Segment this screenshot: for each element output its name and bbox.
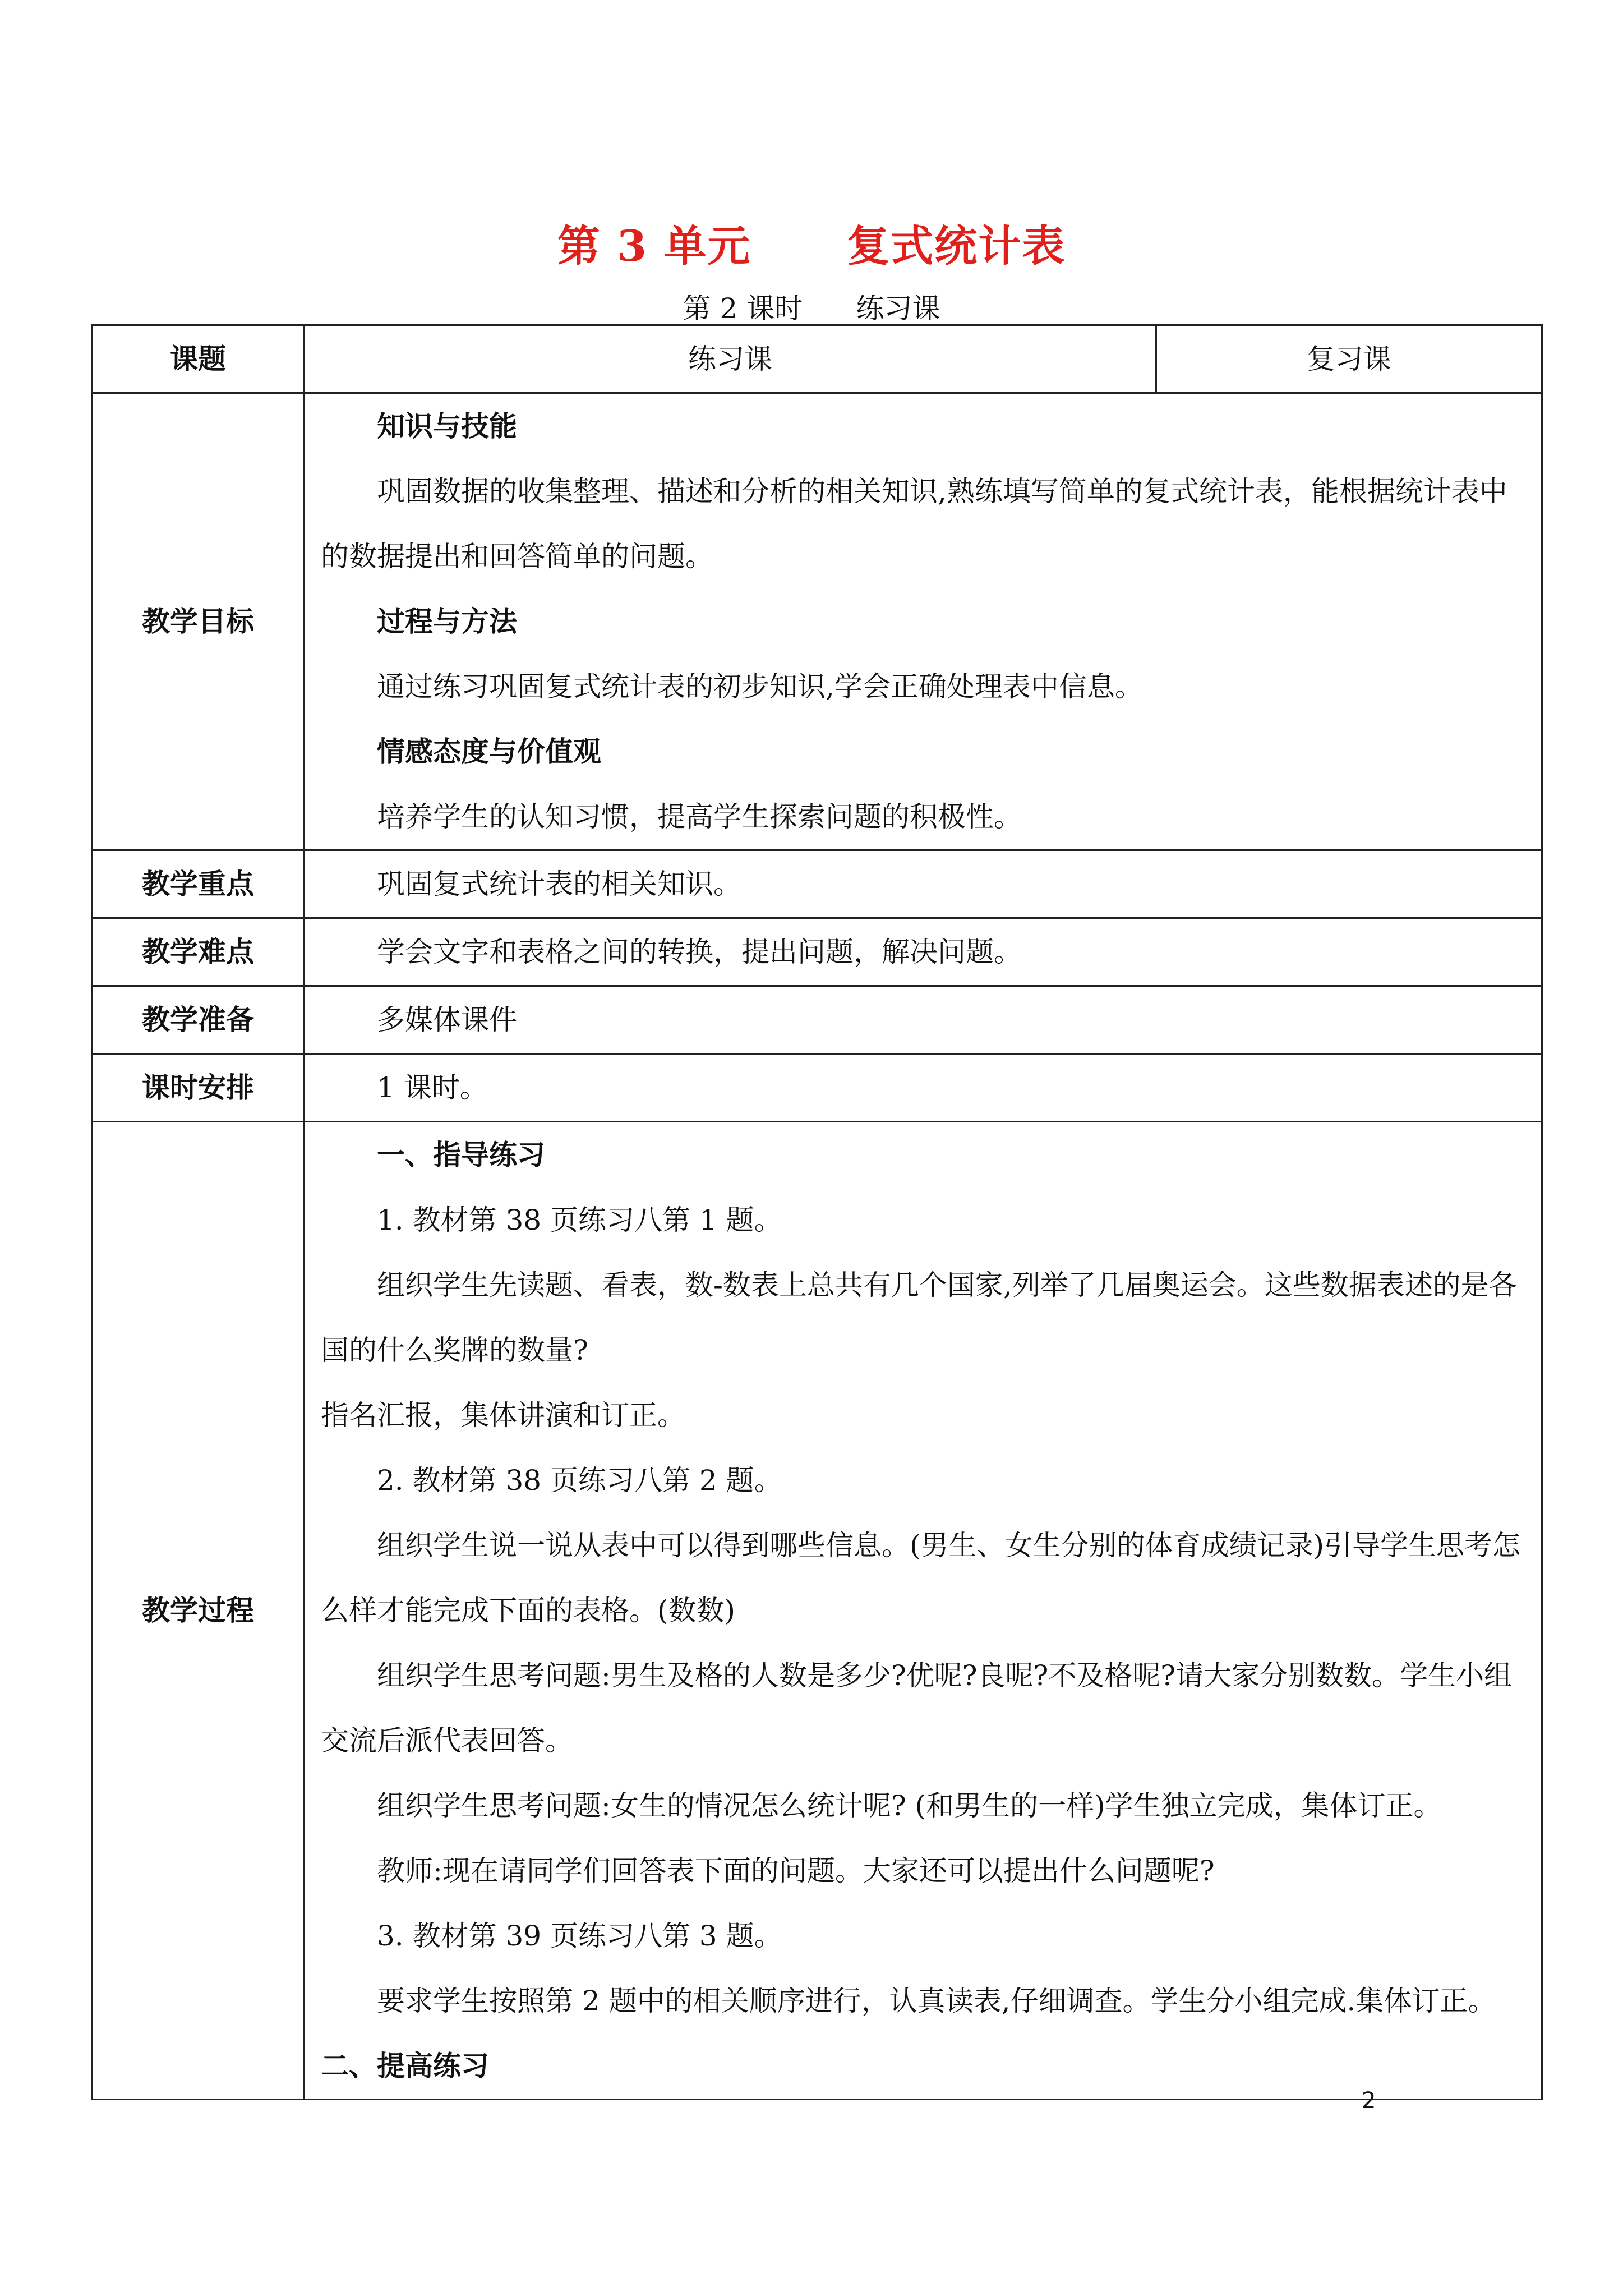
process-text-2: 指名汇报，集体讲演和订正。 — [321, 1399, 685, 1432]
difficulty-value: 学会文字和表格之间的转换，提出问题，解决问题。 — [377, 936, 1022, 968]
topic-type: 复习课 — [1156, 325, 1542, 393]
objective-text-attitude: 培养学生的认知习惯，提高学生探索问题的积极性。 — [377, 800, 1022, 833]
table-row-objectives — [92, 393, 1542, 850]
table-row-preparation — [92, 986, 1542, 1054]
objective-text-knowledge: 巩固数据的收集整理、描述和分析的相关知识,熟练填写简单的复式统计表，能根据统计表中的数据提出和回答简单的问题。 — [321, 475, 1507, 573]
key-point-value: 巩固复式统计表的相关知识。 — [377, 868, 741, 900]
page-title: 第 3 单元 复式统计表 — [557, 221, 1066, 271]
objective-heading-attitude: 情感态度与价值观 — [377, 735, 601, 768]
process-text-7: 要求学生按照第 2 题中的相关顺序进行，认真读表,仔细调查。学生分小组完成.集体订正。 — [377, 1985, 1496, 2017]
process-content — [305, 1122, 1542, 2100]
objective-heading-knowledge: 知识与技能 — [377, 409, 517, 443]
page-number: 2 — [1362, 2088, 1376, 2114]
objectives-label: 教学目标 — [92, 393, 305, 850]
preparation-value: 多媒体课件 — [377, 1004, 517, 1036]
key-point-label: 教学重点 — [92, 850, 305, 918]
objectives-content — [305, 393, 1542, 850]
table-row-process — [92, 1122, 1542, 2100]
process-text-6: 教师:现在请同学们回答表下面的问题。大家还可以提出什么问题呢? — [377, 1855, 1215, 1887]
lesson-subtitle: 第 2 课时 练习课 — [683, 292, 940, 325]
table-row-schedule — [92, 1054, 1542, 1122]
schedule-label: 课时安排 — [92, 1054, 305, 1122]
topic-value: 练习课 — [305, 325, 1156, 393]
preparation-label: 教学准备 — [92, 986, 305, 1054]
process-text-3: 组织学生说一说从表中可以得到哪些信息。(男生、女生分别的体育成绩记录)引导学生思考怎么样才能完成下面的表格。(数数) — [321, 1529, 1521, 1627]
lesson-plan-table — [91, 324, 1543, 2100]
process-item-3: 3. 教材第 39 页练习八第 3 题。 — [377, 1920, 782, 1952]
objective-text-process: 通过练习巩固复式统计表的初步知识,学会正确处理表中信息。 — [377, 670, 1143, 703]
schedule-value: 1 课时。 — [377, 1071, 488, 1104]
process-label: 教学过程 — [92, 1122, 305, 2100]
difficulty-label: 教学难点 — [92, 918, 305, 986]
process-text-4: 组织学生思考问题:男生及格的人数是多少?优呢?良呢?不及格呢?请大家分别数数。学生小组交流后派代表回答。 — [321, 1659, 1513, 1757]
table-row-difficulty — [92, 918, 1542, 986]
process-item-2: 2. 教材第 38 页练习八第 2 题。 — [377, 1464, 782, 1497]
process-text-1: 组织学生先读题、看表，数-数表上总共有几个国家,列举了几届奥运会。这些数据表述的是各国的什么奖牌的数量? — [321, 1269, 1517, 1366]
topic-label: 课题 — [92, 325, 305, 393]
objective-heading-process: 过程与方法 — [377, 605, 517, 638]
process-heading-advanced: 二、提高练习 — [321, 2049, 489, 2082]
table-row-key-point — [92, 850, 1542, 918]
table-row-topic — [92, 325, 1542, 393]
process-item-1: 1. 教材第 38 页练习八第 1 题。 — [377, 1204, 782, 1236]
process-heading-guided: 一、指导练习 — [377, 1138, 545, 1171]
process-text-5: 组织学生思考问题:女生的情况怎么统计呢? (和男生的一样)学生独立完成，集体订正。 — [377, 1789, 1442, 1822]
